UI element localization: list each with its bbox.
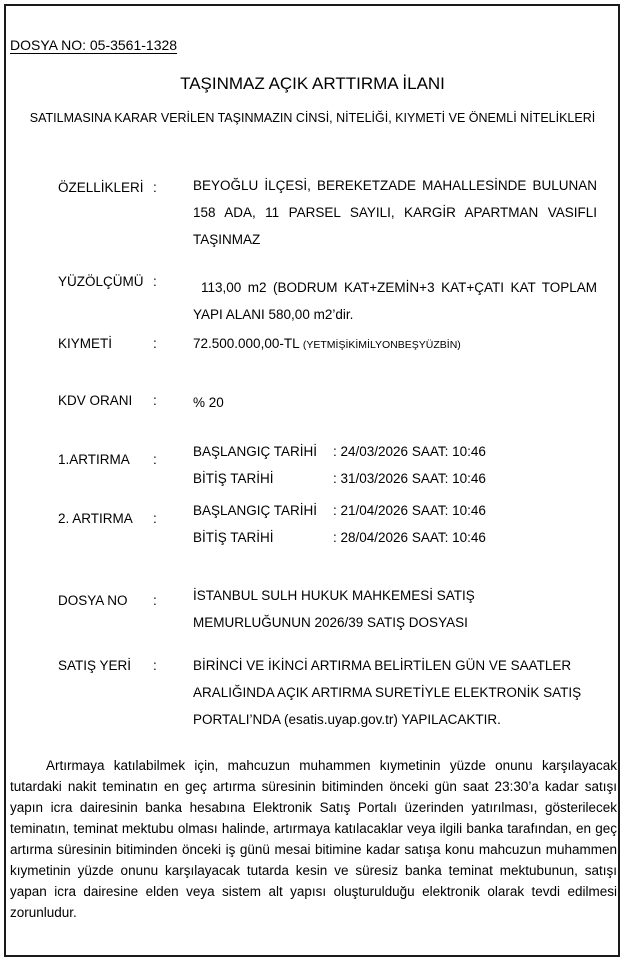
row-value: % 20 bbox=[193, 395, 224, 410]
row-label: SATIŞ YERİ bbox=[58, 658, 132, 673]
schedule-key: BAŞLANGIÇ TARİHİ bbox=[193, 503, 318, 518]
row-colon: : bbox=[153, 180, 157, 195]
detail-row-kiymeti bbox=[58, 330, 625, 359]
row-value bbox=[193, 497, 597, 551]
row-colon: : bbox=[153, 274, 157, 289]
terms-paragraph: Artırmaya katılabilmek için, mahcuzun muhammen kıymetinin yüzde onunu karşılayacak tutardaki nakit teminatın en geç artırma süresinin bitiminden önceki gün saat 23:30’a kadar satışı yapın icra dairesinin banka hesabına Elektronik Satış Portalı üzerinden yatırılması, gösterilecek teminatın, teminat mektubu olması halinde, artırmaya katılacaklar veya ilgili banka tarafından, en geç artırma süresinin bitiminden önceki iş günü mesai bitimine kadar satışa konu mahcuzun muhammen kıymetinin yüzde onunu karşılayacak tutarda kesin ve süresiz banka teminat mektubunun, satışı yapan icra dairesine elden veya sistem alt yapısı oluşturulduğu elektronik olarak tevdi edilmesi zorunludur. bbox=[10, 758, 617, 920]
auction-end-line bbox=[193, 524, 597, 551]
schedule-value: : 28/04/2026 SAAT: 10:46 bbox=[333, 530, 486, 545]
row-colon: : bbox=[153, 511, 157, 526]
row-value bbox=[193, 330, 597, 359]
row-colon: : bbox=[153, 393, 157, 408]
row-value: BEYOĞLU İLÇESİ, BEREKETZADE MAHALLESİNDE BULUNAN 158 ADA, 11 PARSEL SAYILI, KARGİR APARTMAN VASIFLI TAŞINMAZ bbox=[193, 178, 597, 247]
row-label: KIYMETİ bbox=[58, 336, 113, 351]
detail-row-ozellikleri bbox=[58, 172, 625, 253]
value-line: İSTANBUL SULH HUKUK MAHKEMESİ SATIŞ bbox=[193, 588, 475, 603]
auction-end-line bbox=[193, 465, 597, 492]
schedule-value: : 31/03/2026 SAAT: 10:46 bbox=[333, 471, 486, 486]
row-label: DOSYA NO bbox=[58, 593, 128, 608]
page-subtitle: SATILMASINA KARAR VERİLEN TAŞINMAZIN CİNSİ, NİTELİĞİ, KIYMETİ VE ÖNEMLİ NİTELİKLERİ bbox=[29, 111, 596, 125]
appraised-value-words: (YETMİŞİKİMİLYONBEŞYÜZBİN) bbox=[302, 339, 461, 351]
appraised-value: 72.500.000,00-TL bbox=[193, 336, 300, 351]
file-number-header: DOSYA NO: 05-3561-1328 bbox=[10, 37, 178, 53]
schedule-key: BAŞLANGIÇ TARİHİ bbox=[193, 444, 318, 459]
row-label: ÖZELLİKLERİ bbox=[58, 180, 144, 195]
schedule-key: BİTİŞ TARİHİ bbox=[193, 530, 274, 545]
row-value: 113,00 m2 (BODRUM KAT+ZEMİN+3 KAT+ÇATI KAT TOPLAM YAPI ALANI 580,00 m2’dir. bbox=[193, 280, 597, 322]
page-title: TAŞINMAZ AÇIK ARTTIRMA İLANI bbox=[180, 74, 445, 93]
value-line: ARALIĞINDA AÇIK ARTIRMA SURETİYLE ELEKTRONİK SATIŞ bbox=[193, 685, 582, 700]
schedule-value: : 24/03/2026 SAAT: 10:46 bbox=[333, 444, 486, 459]
row-value bbox=[193, 652, 597, 733]
detail-rows bbox=[0, 172, 625, 733]
detail-row-yuzolcumu bbox=[58, 268, 625, 328]
value-line: PORTALI’NDA (esatis.uyap.gov.tr) YAPILACAKTIR. bbox=[193, 712, 501, 727]
auction-start-line bbox=[193, 497, 597, 524]
schedule-value: : 21/04/2026 SAAT: 10:46 bbox=[333, 503, 486, 518]
row-label: YÜZÖLÇÜMÜ bbox=[58, 274, 144, 289]
row-label: KDV ORANI bbox=[58, 393, 133, 408]
row-colon: : bbox=[153, 658, 157, 673]
row-colon: : bbox=[153, 593, 157, 608]
auction-start-line bbox=[193, 438, 597, 465]
value-line: BİRİNCİ VE İKİNCİ ARTIRMA BELİRTİLEN GÜN VE SAATLER bbox=[193, 658, 572, 673]
detail-row-artirma-2 bbox=[58, 497, 625, 551]
detail-row-artirma-1 bbox=[58, 438, 625, 492]
row-label: 1.ARTIRMA bbox=[58, 452, 130, 467]
row-colon: : bbox=[153, 336, 157, 351]
detail-row-dosya-no bbox=[58, 582, 625, 636]
schedule-key: BİTİŞ TARİHİ bbox=[193, 471, 274, 486]
row-colon: : bbox=[153, 452, 157, 467]
detail-row-satis-yeri bbox=[58, 652, 625, 733]
row-value bbox=[193, 438, 597, 492]
detail-row-kdv bbox=[58, 387, 625, 416]
row-label: 2. ARTIRMA bbox=[58, 511, 133, 526]
value-line: MEMURLUĞUNUN 2026/39 SATIŞ DOSYASI bbox=[193, 615, 468, 630]
row-value bbox=[193, 582, 597, 636]
